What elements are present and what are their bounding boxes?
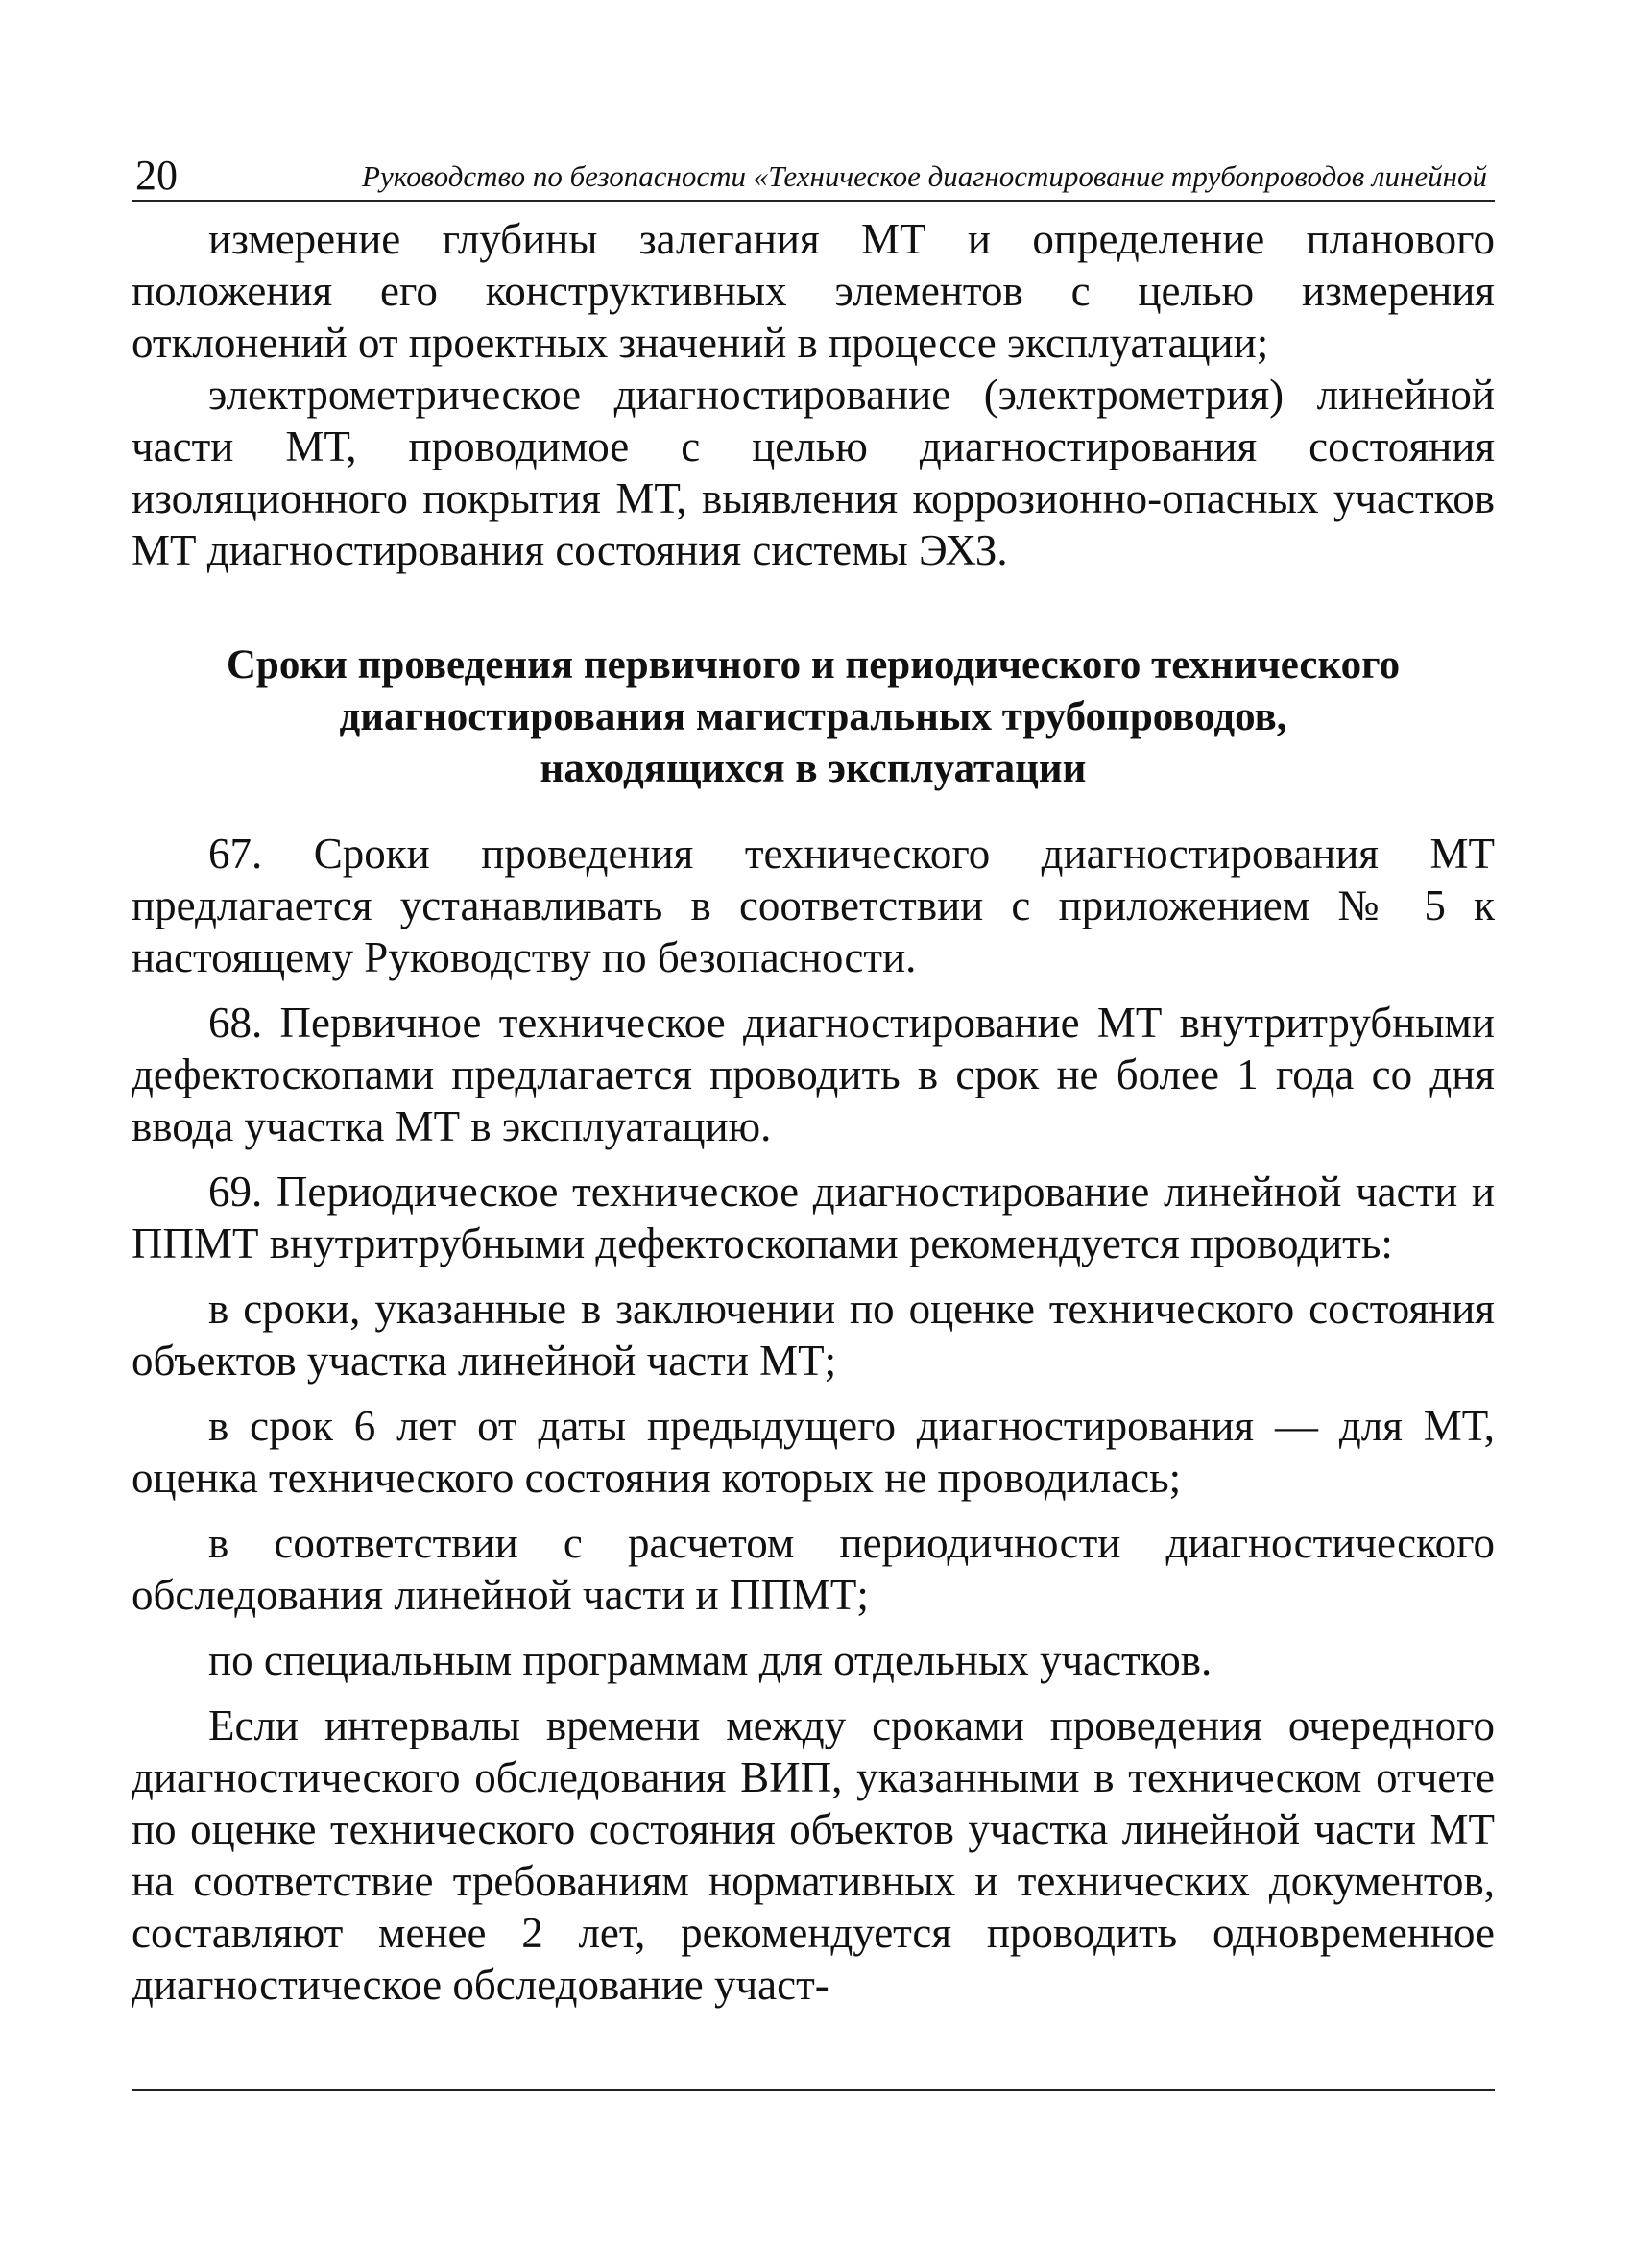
running-title: Руководство по безопасности «Техническое диагностирование трубопроводов линейной — [362, 159, 1487, 193]
section-heading-line: находящихся в эксплуатации — [540, 746, 1087, 791]
list-item-conclusion-terms: в сроки, указанные в заключении по оценке технического состояния объектов участка линейной части МТ; — [132, 1285, 1495, 1385]
document-body — [132, 213, 1495, 2011]
paragraph-68: 68. Первичное техническое диагностирование МТ внутритрубными дефектоскопами предлагается проводить в срок не более 1 года со дня ввода участка МТ в эксплуатацию. — [132, 999, 1495, 1150]
list-item-six-years: в срок 6 лет от даты предыдущего диагностирования — для МТ, оценка технического состояния которых не проводилась; — [132, 1402, 1495, 1502]
paragraph-intervals: Если интервалы времени между сроками проведения очередного диагностического обследования ВИП, указанными в техническом отчете по оценке технического состояния объектов участка линейной части МТ на соответствие требованиям нормативных и технических документов, составляют менее 2 лет, рекомендуется проводить одновременное диагностическое обследование участ- — [132, 1701, 1495, 2009]
paragraph-electrometry: электрометрическое диагностирование (электрометрия) линейной части МТ, проводимое с целью диагностирования состояния изоляционного покрытия МТ, выявления коррозионно-опасных участков МТ диагностирования состояния системы ЭХЗ. — [132, 371, 1495, 574]
section-heading — [151, 639, 1476, 795]
list-item-special-programs: по специальным программам для отдельных участков. — [208, 1636, 1213, 1684]
page-number: 20 — [135, 152, 178, 199]
section-heading-line: диагностирования магистральных трубопроводов, — [339, 694, 1287, 739]
document-page — [132, 144, 1495, 2011]
paragraph-69: 69. Периодическое техническое диагностирование линейной части и ППМТ внутритрубными дефектоскопами рекомендуется проводить: — [132, 1168, 1495, 1267]
running-header — [132, 144, 1495, 202]
paragraph-67: 67. Сроки проведения технического диагностирования МТ предлагается устанавливать в соответствии с приложением № 5 к настоящему Руководству по безопасности. — [132, 830, 1495, 981]
list-item-periodicity-calculation: в соответствии с расчетом периодичности диагностического обследования линейной части и ППМТ; — [132, 1519, 1495, 1619]
paragraph-depth-measurement: измерение глубины залегания МТ и определение планового положения его конструктивных элементов с целью измерения отклонений от проектных значений в процессе эксплуатации; — [132, 215, 1495, 367]
footnote-divider — [132, 2089, 1495, 2091]
section-heading-line: Сроки проведения первичного и периодического технического — [226, 642, 1401, 688]
